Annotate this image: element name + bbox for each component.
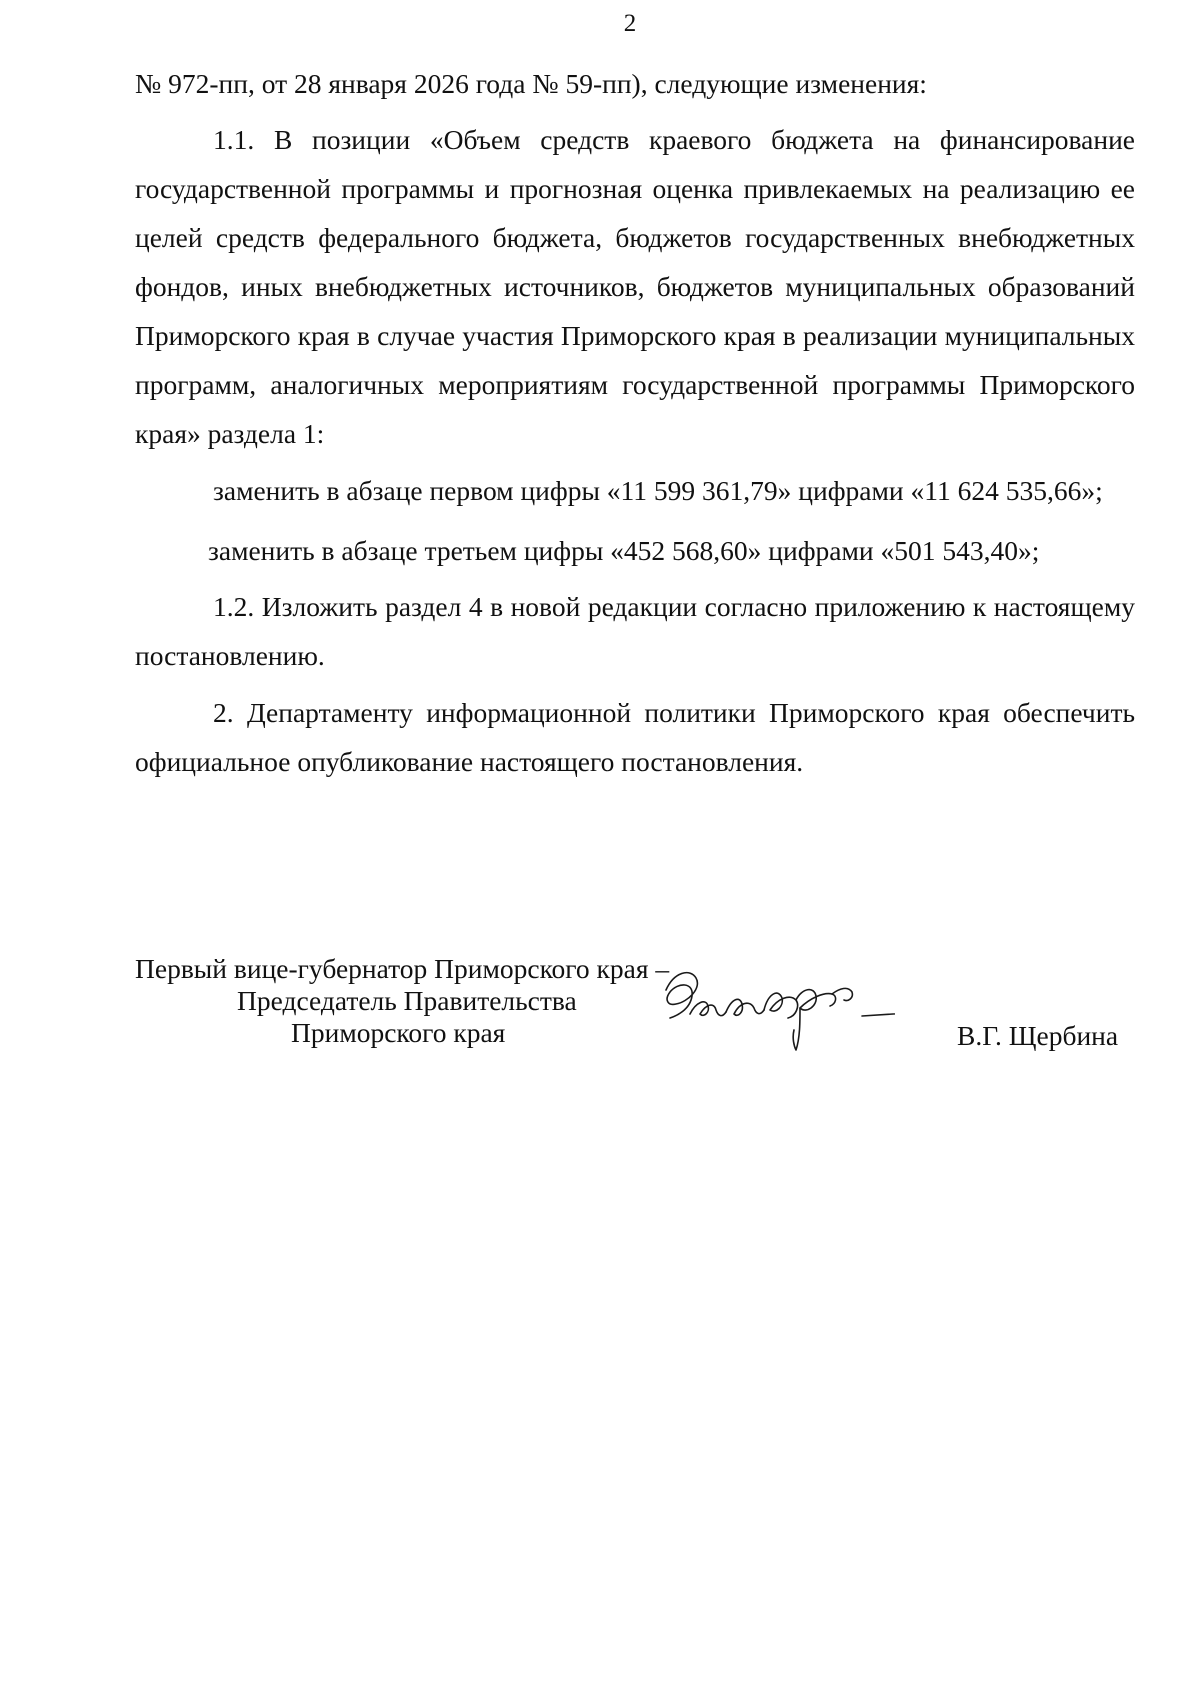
signature-block	[135, 953, 1135, 1073]
paragraph-replace-third: заменить в абзаце третьем цифры «452 568,60» цифрами «501 543,40»;	[208, 535, 1040, 566]
signatory-name: В.Г. Щербина	[957, 1020, 1119, 1051]
paragraph-item-1-1: 1.1. В позиции «Объем средств краевого бюджета на финансирование государственной программы и прогнозная оценка привлекаемых на реализацию ее целей средств федерального бюджета, бюджетов государственных внебюджетных фондов, иных внебюджетных источников, бюджетов муниципальных образований Приморского края в случае участия Приморского края в реализации муниципальных программ, аналогичных мероприятиям государственной программы Приморского края» раздела 1:	[135, 124, 1135, 449]
paragraph-item-2: 2. Департаменту информационной политики Приморского края обеспечить официальное опубликование настоящего постановления.	[135, 697, 1135, 777]
signatory-title-line-3: Приморского края	[291, 1017, 506, 1048]
handwritten-signature	[650, 958, 895, 1058]
paragraph-replace-first: заменить в абзаце первом цифры «11 599 361,79» цифрами «11 624 535,66»;	[213, 475, 1103, 506]
document-body	[135, 59, 1135, 786]
paragraph-continuation: № 972-пп, от 28 января 2026 года № 59-пп), следующие изменения:	[135, 68, 927, 99]
page-number: 2	[623, 10, 637, 37]
signatory-title-line-1: Первый вице-губернатор Приморского края –	[135, 953, 670, 984]
paragraph-item-1-2: 1.2. Изложить раздел 4 в новой редакции согласно приложению к настоящему постановлению.	[135, 591, 1135, 671]
signatory-title-line-2: Председатель Правительства	[237, 985, 577, 1016]
